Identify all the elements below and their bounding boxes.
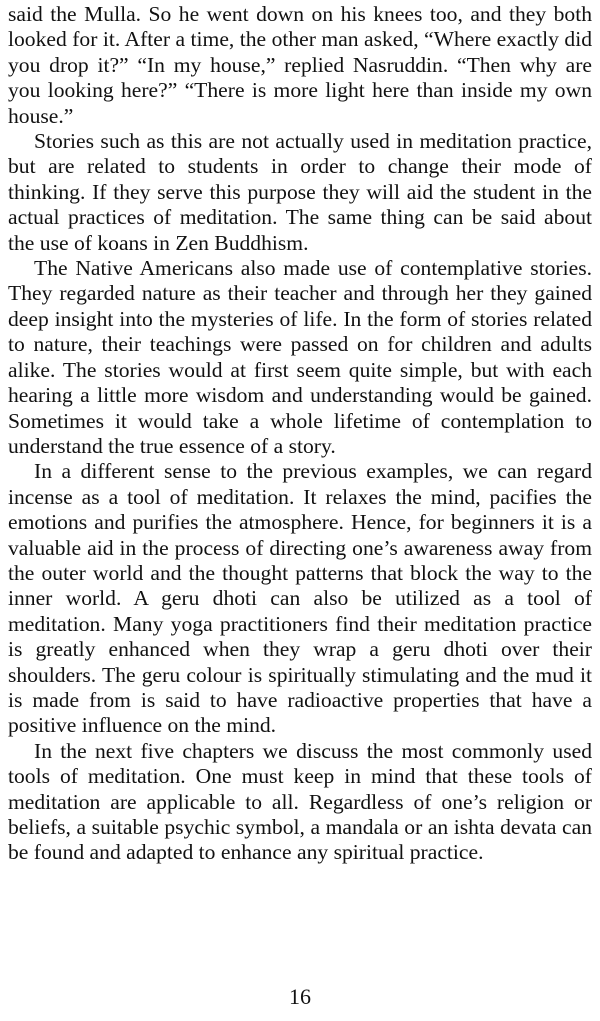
body-text bbox=[8, 2, 592, 866]
page-number: 16 bbox=[289, 984, 311, 1009]
paragraph: The Native Americans also made use of contemplative stories. They regarded nature as their teacher and through her they gained deep insight into the mysteries of life. In the form of stories related to nature, their teachings were passed on for children and adults alike. The stories would at first seem quite simple, but with each hearing a little more wisdom and understanding would be gained. Sometimes it would take a whole lifetime of contemplation to understand the true essence of a story. bbox=[8, 256, 592, 458]
paragraph: Stories such as this are not actually used in meditation practice, but are related to students in order to change their mode of thinking. If they serve this purpose they will aid the student in the actual practices of meditation. The same thing can be said about the use of koans in Zen Buddhism. bbox=[8, 129, 592, 255]
paragraph-continued: said the Mulla. So he went down on his knees too, and they both looked for it. After a time, the other man asked, “Where exactly did you drop it?” “In my house,” replied Nasruddin. “Then why are you looking here?” “There is more light here than inside my own house.” bbox=[8, 2, 592, 128]
paragraph: In a different sense to the previous examples, we can regard incense as a tool of meditation. It relaxes the mind, pacifies the emotions and purifies the atmosphere. Hence, for beginners it is a valuable aid in the process of directing one’s awareness away from the outer world and the thought patterns that block the way to the inner world. A geru dhoti can also be utilized as a tool of meditation. Many yoga practitioners find their meditation practice is greatly enhanced when they wrap a geru dhoti over their shoulders. The geru colour is spiritually stimulating and the mud it is made from is said to have radioactive properties that have a positive influence on the mind. bbox=[8, 459, 592, 738]
paragraph: In the next five chapters we discuss the most commonly used tools of meditation. One must keep in mind that these tools of meditation are applicable to all. Regardless of one’s religion or beliefs, a suitable psychic symbol, a mandala or an ishta devata can be found and adapted to enhance any spiritual practice. bbox=[8, 738, 592, 865]
